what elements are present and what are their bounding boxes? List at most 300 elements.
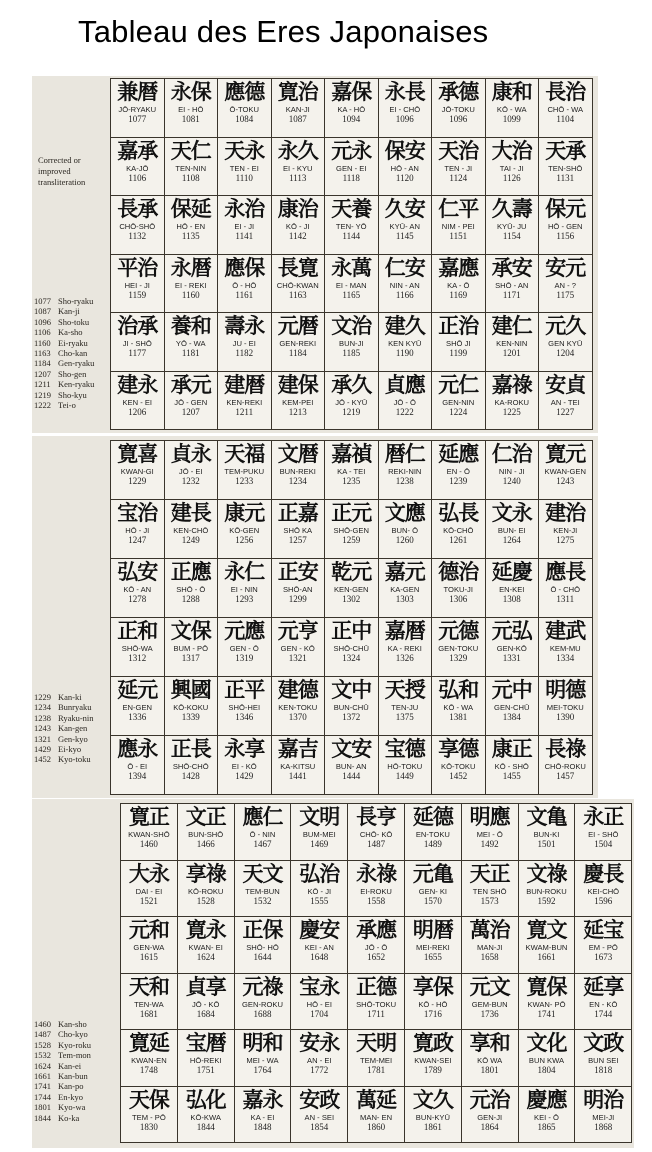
era-kanji: 享德 bbox=[438, 737, 479, 761]
era-cell bbox=[165, 196, 219, 255]
era-cell bbox=[272, 559, 326, 618]
era-cell bbox=[121, 974, 178, 1031]
era-year: 1384 bbox=[502, 712, 521, 722]
era-kanji: 延享 bbox=[583, 974, 624, 999]
era-romaji: EI - HŌ bbox=[178, 105, 204, 114]
era-cell bbox=[539, 313, 593, 372]
era-year: 1145 bbox=[395, 231, 414, 241]
era-year: 1532 bbox=[253, 895, 272, 906]
era-cell bbox=[539, 372, 593, 431]
side-entry-name: Kyo-toku bbox=[58, 754, 91, 765]
era-romaji: GEN - EI bbox=[336, 163, 367, 173]
era-cell bbox=[218, 196, 272, 255]
side-entry-name: Ko-ka bbox=[58, 1112, 80, 1123]
era-year: 1748 bbox=[139, 1065, 158, 1075]
era-romaji: MEI-JI bbox=[592, 1112, 615, 1122]
era-kanji: 寛永 bbox=[185, 918, 226, 942]
era-romaji: MEI-REKI bbox=[416, 943, 450, 952]
era-kanji: 正元 bbox=[331, 501, 372, 525]
era-year: 1306 bbox=[449, 594, 468, 604]
era-year: 1741 bbox=[537, 1008, 556, 1019]
era-cell bbox=[539, 559, 593, 618]
era-cell bbox=[519, 1087, 576, 1144]
side-entry-name: Cho-kan bbox=[58, 348, 88, 359]
side-entry bbox=[34, 1050, 91, 1060]
era-year: 1457 bbox=[556, 771, 575, 781]
era-cell bbox=[111, 736, 165, 795]
era-kanji: 元祿 bbox=[242, 974, 283, 999]
era-romaji: KŌ - WA bbox=[496, 105, 527, 114]
era-year: 1860 bbox=[367, 1121, 386, 1132]
era-kanji: 正治 bbox=[438, 314, 479, 338]
era-kanji: 應長 bbox=[545, 560, 586, 584]
era-romaji: TEM-BUN bbox=[245, 886, 280, 896]
era-romaji: KŌ - SHŌ bbox=[494, 762, 529, 771]
era-kanji: 壽永 bbox=[224, 314, 265, 338]
era-kanji: 寛政 bbox=[412, 1031, 453, 1055]
era-romaji: JŌ - GEN bbox=[174, 397, 208, 407]
era-romaji: GEN - KŌ bbox=[280, 644, 315, 653]
era-cell bbox=[272, 736, 326, 795]
era-cell bbox=[291, 1087, 348, 1144]
era-kanji: 永治 bbox=[224, 197, 265, 221]
era-cell bbox=[272, 196, 326, 255]
era-kanji: 保元 bbox=[545, 197, 586, 221]
era-kanji: 元永 bbox=[331, 138, 372, 163]
era-year: 1239 bbox=[449, 476, 468, 486]
era-year: 1181 bbox=[181, 348, 200, 358]
era-cell bbox=[218, 736, 272, 795]
era-kanji: 天正 bbox=[469, 861, 510, 886]
side-entry-name: Sho-ryaku bbox=[58, 296, 94, 306]
era-kanji: 久壽 bbox=[491, 197, 532, 221]
era-kanji: 平治 bbox=[117, 255, 158, 280]
era-kanji: 天仁 bbox=[170, 138, 211, 163]
era-cell bbox=[379, 618, 433, 677]
era-kanji: 慶安 bbox=[299, 918, 340, 942]
era-romaji: GEN-NIN bbox=[442, 397, 475, 407]
era-kanji: 仁安 bbox=[384, 255, 425, 280]
era-cell bbox=[178, 804, 235, 861]
era-romaji: TOKU-JI bbox=[443, 585, 473, 594]
era-year: 1154 bbox=[502, 231, 521, 241]
era-romaji: AN - TEI bbox=[550, 397, 580, 407]
era-kanji: 正長 bbox=[170, 737, 211, 761]
side-entry-name: Sho-gen bbox=[58, 368, 87, 379]
era-year: 1848 bbox=[253, 1121, 272, 1132]
side-entry-year: 1238 bbox=[34, 712, 51, 723]
era-kanji: 寛文 bbox=[526, 918, 567, 942]
era-year: 1235 bbox=[342, 476, 361, 486]
era-year: 1331 bbox=[502, 653, 521, 663]
era-romaji: JŌ - KŌ bbox=[191, 999, 220, 1009]
era-year: 1278 bbox=[128, 594, 147, 604]
era-romaji: KWAN-SEI bbox=[414, 1056, 452, 1065]
era-year: 1321 bbox=[288, 653, 307, 663]
side-entry-year: 1106 bbox=[34, 327, 51, 338]
era-romaji: TEN- YŌ bbox=[335, 222, 367, 231]
era-year: 1096 bbox=[449, 114, 468, 124]
side-entry-name: Ei-kyo bbox=[58, 744, 82, 755]
era-kanji: 承久 bbox=[331, 372, 372, 397]
era-year: 1655 bbox=[423, 952, 442, 962]
era-cell bbox=[272, 313, 326, 372]
era-kanji: 德治 bbox=[438, 560, 479, 584]
side-entry bbox=[34, 692, 94, 702]
era-romaji: JU - EI bbox=[232, 339, 256, 348]
side-entry bbox=[34, 734, 94, 744]
era-kanji: 養和 bbox=[170, 314, 211, 338]
era-year: 1467 bbox=[253, 839, 272, 849]
side-entry-year: 1460 bbox=[34, 1019, 51, 1029]
era-year: 1592 bbox=[537, 895, 556, 906]
era-romaji: MEI - WA bbox=[246, 1056, 279, 1065]
era-kanji: 承元 bbox=[170, 372, 211, 397]
era-romaji: TEN-WA bbox=[134, 999, 164, 1009]
era-romaji: KEN-NIN bbox=[496, 339, 528, 348]
era-kanji: 天永 bbox=[224, 138, 265, 163]
era-kanji: 宝治 bbox=[117, 501, 158, 525]
era-year: 1673 bbox=[594, 952, 613, 962]
era-year: 1081 bbox=[181, 114, 200, 124]
era-year: 1684 bbox=[196, 1008, 215, 1019]
era-kanji: 治承 bbox=[117, 314, 158, 338]
era-cell bbox=[348, 1087, 405, 1144]
era-cell bbox=[235, 861, 292, 918]
side-list-2 bbox=[34, 692, 94, 765]
era-romaji: Ō - EI bbox=[127, 762, 148, 771]
era-kanji: 永正 bbox=[583, 805, 624, 829]
era-kanji: 弘和 bbox=[438, 678, 479, 702]
side-entry bbox=[34, 317, 94, 327]
era-kanji: 永久 bbox=[277, 138, 318, 163]
era-kanji: 建德 bbox=[277, 678, 318, 702]
era-kanji: 文化 bbox=[526, 1031, 567, 1055]
era-kanji: 永仁 bbox=[224, 560, 265, 584]
era-romaji: KYŪ- JU bbox=[496, 222, 527, 231]
era-year: 1460 bbox=[139, 839, 158, 849]
era-year: 1159 bbox=[128, 289, 147, 300]
era-kanji: 萬延 bbox=[356, 1087, 397, 1112]
era-cell bbox=[432, 441, 486, 500]
era-year: 1801 bbox=[480, 1065, 499, 1075]
era-kanji: 文治 bbox=[331, 314, 372, 338]
era-year: 1381 bbox=[449, 712, 468, 722]
era-year: 1120 bbox=[395, 172, 414, 183]
era-romaji: GEN-KŌ bbox=[496, 644, 527, 653]
era-cell bbox=[121, 804, 178, 861]
era-cell bbox=[379, 313, 433, 372]
era-table-section-1 bbox=[32, 76, 598, 433]
era-romaji: HŌ - EI bbox=[306, 999, 332, 1009]
era-year: 1219 bbox=[342, 406, 361, 417]
era-year: 1661 bbox=[537, 952, 556, 962]
era-year: 1334 bbox=[556, 653, 575, 663]
era-romaji: NIM - PEI bbox=[441, 222, 475, 231]
era-romaji: Ō - HŌ bbox=[232, 280, 257, 290]
era-year: 1118 bbox=[342, 172, 360, 183]
side-entry-name: Gen-ryaku bbox=[58, 358, 95, 369]
side-entry bbox=[34, 1019, 91, 1029]
era-year: 1234 bbox=[288, 476, 307, 486]
era-cell bbox=[348, 974, 405, 1031]
era-romaji: BUN-KI bbox=[533, 830, 560, 839]
era-romaji: HŌ-REKI bbox=[189, 1056, 222, 1065]
era-cell bbox=[111, 441, 165, 500]
side-entry bbox=[34, 358, 94, 368]
era-romaji: SHŌ-AN bbox=[282, 585, 313, 594]
era-cell bbox=[575, 1087, 632, 1144]
era-year: 1177 bbox=[128, 348, 147, 358]
era-romaji: KWAN- PŌ bbox=[527, 999, 566, 1009]
era-kanji: 正安 bbox=[277, 560, 318, 584]
era-romaji: KA-JŌ bbox=[126, 163, 149, 173]
era-romaji: AN - SEI bbox=[304, 1112, 335, 1122]
era-romaji: JŌ - KYŪ bbox=[335, 397, 368, 407]
era-kanji: 弘長 bbox=[438, 501, 479, 525]
era-romaji: GEN-REKI bbox=[279, 339, 317, 348]
era-cell bbox=[348, 1030, 405, 1087]
side-entry bbox=[34, 702, 94, 712]
side-entry-name: Kan-po bbox=[58, 1081, 84, 1092]
era-year: 1243 bbox=[556, 476, 575, 486]
era-year: 1681 bbox=[139, 1008, 158, 1019]
era-cell bbox=[432, 255, 486, 314]
era-cell bbox=[272, 677, 326, 736]
era-kanji: 延應 bbox=[438, 442, 479, 466]
side-entry bbox=[34, 327, 94, 337]
era-cell bbox=[235, 974, 292, 1031]
era-cell bbox=[121, 1087, 178, 1144]
era-year: 1596 bbox=[594, 895, 613, 906]
side-entry bbox=[34, 306, 94, 316]
era-cell bbox=[178, 974, 235, 1031]
era-year: 1339 bbox=[181, 712, 200, 722]
era-romaji: JŌ - Ō bbox=[393, 397, 416, 407]
era-kanji: 嘉祿 bbox=[491, 372, 532, 397]
era-kanji: 宝永 bbox=[299, 974, 340, 999]
era-kanji: 久安 bbox=[384, 197, 425, 221]
era-year: 1124 bbox=[449, 172, 468, 183]
era-year: 1830 bbox=[139, 1121, 158, 1132]
era-kanji: 正應 bbox=[170, 560, 211, 584]
era-grid-1 bbox=[110, 78, 593, 430]
era-romaji: GEN KYŪ bbox=[548, 339, 583, 348]
era-year: 1247 bbox=[128, 535, 147, 545]
era-cell bbox=[291, 917, 348, 974]
era-kanji: 文久 bbox=[412, 1087, 453, 1112]
era-kanji: 天和 bbox=[128, 974, 169, 999]
era-year: 1302 bbox=[342, 594, 361, 604]
era-year: 1175 bbox=[556, 289, 575, 300]
era-year: 1108 bbox=[181, 172, 200, 183]
era-romaji: HŌ - JI bbox=[125, 526, 150, 535]
era-romaji: KWAN-EN bbox=[131, 1056, 167, 1065]
era-kanji: 寛治 bbox=[277, 80, 318, 104]
era-romaji: TEN - EI bbox=[229, 163, 259, 173]
era-kanji: 貞應 bbox=[384, 372, 425, 397]
era-kanji: 永祿 bbox=[356, 861, 397, 886]
side-entry-year: 1219 bbox=[34, 389, 51, 400]
side-entry-name: Ryaku-nin bbox=[58, 712, 94, 723]
era-romaji: KEN-CHŌ bbox=[173, 526, 209, 535]
side-entry-year: 1077 bbox=[34, 296, 51, 306]
era-cell bbox=[432, 677, 486, 736]
era-kanji: 長承 bbox=[117, 197, 158, 221]
era-cell bbox=[432, 196, 486, 255]
side-entry-year: 1801 bbox=[34, 1102, 51, 1113]
era-cell bbox=[178, 1087, 235, 1144]
era-kanji: 安政 bbox=[299, 1087, 340, 1112]
side-entry-name: Kan-ki bbox=[58, 692, 82, 702]
era-cell bbox=[539, 736, 593, 795]
era-romaji: HŌ-TOKU bbox=[387, 762, 423, 771]
era-cell bbox=[405, 861, 462, 918]
era-year: 1688 bbox=[253, 1008, 272, 1019]
era-romaji: BUN-REKI bbox=[279, 467, 316, 476]
era-kanji: 明和 bbox=[242, 1031, 283, 1055]
era-year: 1487 bbox=[367, 839, 386, 849]
era-cell bbox=[379, 736, 433, 795]
era-year: 1156 bbox=[556, 231, 575, 241]
era-romaji: SHŌ-WA bbox=[121, 644, 153, 653]
side-entry bbox=[34, 744, 94, 754]
side-entry-year: 1096 bbox=[34, 316, 51, 327]
era-romaji: BUN- EI bbox=[497, 526, 526, 535]
era-kanji: 仁治 bbox=[491, 442, 532, 466]
era-year: 1142 bbox=[288, 231, 307, 241]
era-kanji: 元治 bbox=[469, 1087, 510, 1112]
era-romaji: CHŌ - WA bbox=[547, 105, 584, 114]
era-year: 1818 bbox=[594, 1065, 613, 1075]
era-romaji: EM - PŌ bbox=[588, 943, 618, 952]
side-entry-name: Kan-gen bbox=[58, 723, 88, 734]
era-year: 1275 bbox=[556, 535, 575, 545]
era-romaji: GEN-WA bbox=[133, 943, 165, 952]
side-entry bbox=[34, 296, 94, 306]
era-cell bbox=[325, 313, 379, 372]
era-kanji: 建仁 bbox=[491, 314, 532, 338]
era-year: 1466 bbox=[196, 839, 215, 849]
era-romaji: BUM - PŌ bbox=[173, 644, 209, 653]
era-cell bbox=[111, 313, 165, 372]
era-romaji: GEN-CHŪ bbox=[494, 703, 530, 712]
era-romaji: EI - MAN bbox=[335, 280, 367, 290]
side-entry-name: Sho-kyu bbox=[58, 389, 87, 400]
era-cell bbox=[462, 917, 519, 974]
side-entry-name: Kan-sho bbox=[58, 1019, 87, 1029]
era-cell bbox=[165, 736, 219, 795]
era-cell bbox=[121, 861, 178, 918]
era-kanji: 安元 bbox=[545, 255, 586, 280]
era-romaji: EN-KEI bbox=[499, 585, 525, 594]
era-cell bbox=[218, 677, 272, 736]
era-romaji: SHŌ- HŌ bbox=[246, 943, 279, 952]
era-year: 1165 bbox=[342, 289, 361, 300]
era-romaji: SHŌ - Ō bbox=[176, 585, 206, 594]
era-year: 1652 bbox=[367, 952, 386, 962]
era-grid-3 bbox=[120, 803, 632, 1143]
era-kanji: 永暦 bbox=[170, 255, 211, 280]
era-cell bbox=[272, 618, 326, 677]
era-cell bbox=[539, 255, 593, 314]
era-year: 1299 bbox=[288, 594, 307, 604]
era-kanji: 文政 bbox=[583, 1031, 624, 1055]
era-kanji: 元和 bbox=[128, 918, 169, 942]
era-kanji: 文明 bbox=[299, 805, 340, 829]
era-year: 1711 bbox=[367, 1008, 385, 1019]
era-kanji: 建武 bbox=[545, 619, 586, 643]
era-romaji: GEN-JI bbox=[477, 1112, 503, 1122]
era-kanji: 寛延 bbox=[128, 1031, 169, 1055]
era-romaji: HŌ - EN bbox=[176, 222, 206, 231]
side-entry-name: Gen-kyo bbox=[58, 733, 88, 744]
era-year: 1249 bbox=[181, 535, 200, 545]
era-cell bbox=[218, 313, 272, 372]
era-romaji: BUN KWA bbox=[528, 1056, 565, 1065]
side-entry bbox=[34, 338, 94, 348]
era-cell bbox=[348, 917, 405, 974]
era-kanji: 文祿 bbox=[526, 861, 567, 886]
era-year: 1615 bbox=[139, 952, 158, 962]
era-year: 1624 bbox=[196, 952, 215, 962]
era-cell bbox=[111, 500, 165, 559]
era-cell bbox=[486, 196, 540, 255]
era-cell bbox=[325, 138, 379, 197]
era-romaji: DAI - EI bbox=[135, 886, 163, 896]
era-year: 1372 bbox=[342, 712, 361, 722]
side-entry-name: Tei-o bbox=[58, 400, 76, 411]
side-entry-year: 1243 bbox=[34, 723, 51, 734]
era-romaji: KŌ - AN bbox=[123, 585, 152, 594]
era-cell bbox=[178, 917, 235, 974]
era-year: 1135 bbox=[181, 231, 200, 241]
era-kanji: 建久 bbox=[384, 314, 425, 338]
era-cell bbox=[218, 79, 272, 138]
side-entry-year: 1321 bbox=[34, 733, 51, 744]
era-romaji: EI - SHŌ bbox=[588, 830, 619, 839]
era-year: 1163 bbox=[288, 289, 307, 300]
era-cell bbox=[432, 559, 486, 618]
era-cell bbox=[379, 79, 433, 138]
era-romaji: KŌ-ROKU bbox=[187, 886, 224, 896]
era-romaji: TEM - PŌ bbox=[132, 1112, 166, 1122]
era-year: 1077 bbox=[128, 114, 147, 124]
era-romaji: CHŌ- KŌ bbox=[359, 830, 393, 839]
era-romaji: TEN - JI bbox=[444, 163, 473, 173]
era-romaji: BUN-JI bbox=[339, 339, 364, 348]
era-cell bbox=[165, 138, 219, 197]
era-cell bbox=[486, 255, 540, 314]
era-cell bbox=[165, 618, 219, 677]
era-romaji: CHŌ-KWAN bbox=[276, 280, 319, 290]
era-year: 1227 bbox=[556, 406, 575, 417]
era-cell bbox=[218, 618, 272, 677]
side-entry bbox=[34, 1040, 91, 1050]
era-year: 1110 bbox=[235, 172, 253, 183]
era-kanji: 文暦 bbox=[277, 442, 318, 466]
era-cell bbox=[165, 255, 219, 314]
era-kanji: 建永 bbox=[117, 372, 158, 397]
era-kanji: 康治 bbox=[277, 197, 318, 221]
era-romaji: EI - REKI bbox=[174, 280, 207, 290]
era-cell bbox=[486, 559, 540, 618]
era-cell bbox=[235, 1030, 292, 1087]
era-kanji: 永萬 bbox=[331, 255, 372, 280]
era-romaji: EN-GEN bbox=[122, 703, 153, 712]
era-cell bbox=[111, 255, 165, 314]
era-cell bbox=[218, 255, 272, 314]
